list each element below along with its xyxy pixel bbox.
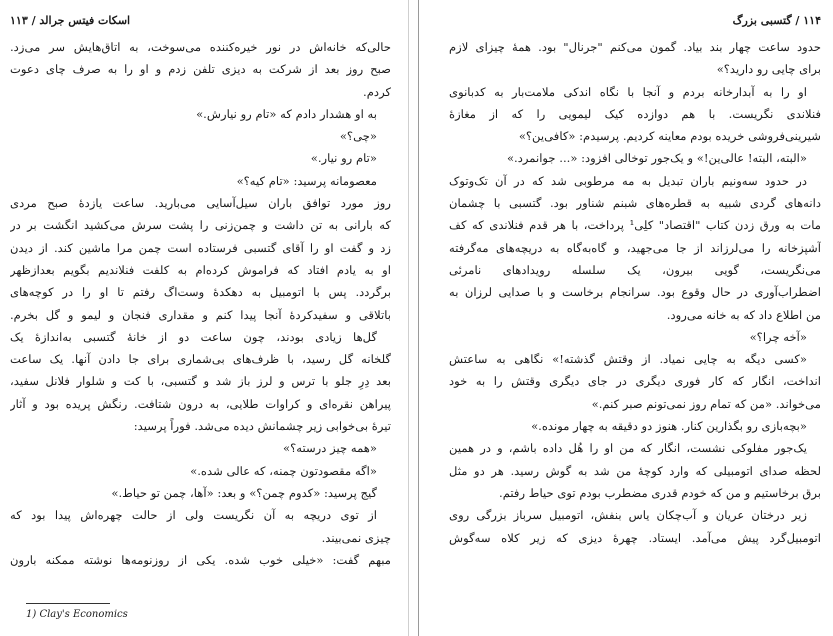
text-line: گل‌ها زیادی بودند، چون ساعت دو از خانهٔ گتسبی به‌اندازهٔ یک	[10, 329, 377, 344]
text-line: صبح روز بعد از شرکت به دیزی تلفن زدم و او را به صرف چای دعوت	[10, 62, 391, 77]
text-line: «چی؟»	[339, 129, 377, 144]
text-line: «تام رو نیار.»	[310, 151, 377, 166]
text-line: چیزی نمی‌بیند.	[321, 530, 391, 545]
text-line: دانه‌های گردی شبیه به قطره‌های شبنم شناور بود. گتسبی با چشمان	[449, 196, 821, 211]
text-line: «بچه‌بازی رو بگذارین کنار. هنوز دو دقیقه به چهار مونده.»	[531, 419, 807, 434]
text-line: باتلاقی و سفیدکردهٔ آنجا پیدا کنم و مقداری فنجان و لیمو و گل بخرم.	[10, 307, 391, 322]
text-line: برای چایی رو دارید؟»	[716, 62, 821, 77]
text-line: فنلاندی نگریست. با هم دوازده کیک لیمویی را که از مغازهٔ	[449, 106, 821, 121]
text-line: یک‌جور مفلوکی نشست، انگار که من او را هُل داده باشم، و در همین	[449, 441, 807, 456]
footnote-rule	[26, 603, 110, 604]
text-line: شیرینی‌فروشی خریده بودم معاینه کردیم. پرسیدم: «کافی‌ین؟»	[518, 129, 821, 144]
book-gutter	[405, 0, 423, 636]
text-line: او به یادم افتاد که فراموش کرده‌ام به کلفت فنلاندیم بگویم بعدازظهر	[10, 262, 391, 277]
text-line: پیراهن نقره‌ای و کراوات طلایی، به درون شتافت. رنگش پریده بود و آثار	[10, 396, 391, 411]
text-line: می‌خواند. «من که تمام روز نمی‌تونم صبر کنم.»	[591, 396, 821, 411]
text-line: «همه چیز درسته؟»	[283, 441, 377, 456]
text-line: انداخت، انگار که کار فوری دیگری در جای دیگری وقتش را به خود	[449, 374, 821, 389]
text-line: اضطراب‌آوری در حال وقوع بود. سرانجام برخاست و با صدایی لرزان به	[449, 285, 821, 300]
text-line: گلخانه گل رسید، با ظرف‌های بی‌شماری برای جا دادن آنها. یک ساعت	[10, 352, 391, 367]
text-line: «البته، البته! عالی‌ین!» و یک‌جور توخالی افزود: «... جوانمرد.»	[506, 151, 807, 166]
right-page	[423, 0, 833, 636]
text-line: «کسی دیگه به چایی نمیاد. از وقتش گذشته!» نگاهی به ساعتش	[449, 352, 807, 367]
text-line: «آخه چرا؟»	[749, 329, 807, 344]
text-line: برق برخاستیم و من که خودم قدری مضطرب بودم توی حیاط رفتم.	[499, 485, 821, 500]
text-line: گیج پرسید: «کدوم چمن؟» و بعد: «آها، چمن تو حیاط.»	[111, 485, 377, 500]
text-line: زیر درختان عریان و آب‌چکان یاس بنفش، اتومبیل سرباز بزرگی روی	[449, 508, 807, 523]
text-line: حدود ساعت چهار بند بیاد. گمون می‌کنم "جرنال" بود. همهٔ چیزای لازم	[449, 40, 821, 54]
text-line: «اگه مقصودتون چمنه، که عالی شده.»	[190, 463, 377, 478]
text-line: به او هشدار دادم که «تام رو نیارش.»	[196, 106, 377, 121]
text-line: زد و گفت او را آقای گتسبی فرستاده است چمن مرا ماشین کند. از دیدن	[10, 240, 391, 255]
text-line: اتومبیل‌گرد پیش می‌آمد. ایستاد. چهرهٔ دیزی که زیر کلاه سه‌گوش	[449, 530, 821, 545]
left-page	[0, 0, 405, 636]
left-page-body	[10, 36, 391, 571]
right-running-head: ۱۱۴ / گتسبی بزرگ	[732, 14, 821, 27]
text-line: لحظه صدای اتومبیلی که وارد کوچهٔ من شد به گوش رسید. هر دو مثل	[449, 463, 821, 478]
text-line: بعد دِرِ جلو با ترس و لرز باز شد و گتسبی، با کت و شلوار فلانل سفید،	[10, 374, 391, 389]
left-running-head: اسکات فیتس جرالد / ۱۱۳	[10, 14, 131, 27]
text-line: کردم.	[363, 84, 391, 99]
text-line: آشپزخانه را می‌لرزاند از جا می‌جهید، و گاه‌به‌گاه به دریچه‌های مه‌گرفته	[449, 240, 821, 255]
footnote: 1) Clay's Economics	[26, 609, 128, 620]
text-line: روز مورد توافق باران سیل‌آسایی می‌بارید. ساعت یازدهٔ صبح مردی	[10, 196, 391, 211]
text-line: حالی‌که خانه‌اش در نور خیره‌کننده می‌سوخت، به اتاق‌هایش سر می‌زد.	[10, 40, 391, 54]
text-line: مبهم گفت: «خیلی خوب شده. یکی از روزنومه‌ها نوشته ممکنه بارون	[10, 552, 391, 567]
text-line: تیرهٔ بی‌خوابی زیر چشمانش دیده می‌شد. فوراً پرسید:	[133, 419, 391, 434]
text-line: معصومانه پرسید: «تام کیه؟»	[236, 173, 377, 188]
text-line: می‌نگریست، گویی بیرون، یک سلسله رویدادهای نامرئی	[449, 262, 821, 277]
text-line: که بارانی به تن داشت و چمن‌زنی را پشت سرش می‌کشید انگشت بر در	[10, 218, 391, 233]
text-line: من اطلاع داد که به خانه می‌رود.	[666, 307, 821, 322]
text-line: از توی دریچه به آن نگریست ولی از حالت چهره‌اش پیدا بود که	[10, 508, 377, 523]
text-line: در حدود سه‌ونیم باران تبدیل به مه مرطوبی شد که در آن تک‌وتوک	[449, 173, 807, 188]
text-line: برگردد. پس با اتومبیل به دهکدهٔ وست‌اگ رفتم تا او را در کوچه‌های	[10, 285, 391, 300]
text-line: مات به ورق زدن کتاب "اقتصاد" کلِی¹ پرداخت، با هر قدم فنلاندی که کف	[449, 218, 821, 233]
text-line: او را به آبدارخانه بردم و آنجا با نگاه اندکی ملامت‌بار به کدبانوی	[449, 84, 807, 99]
right-page-body	[449, 36, 821, 549]
